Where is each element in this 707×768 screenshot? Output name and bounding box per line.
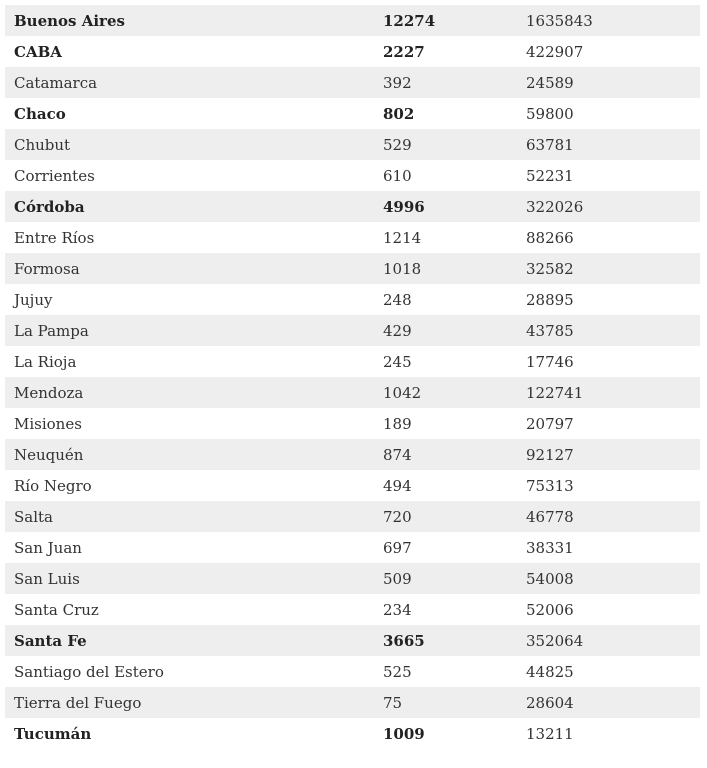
province-table [5,5,700,749]
deaths-cell: 248 [383,290,412,309]
province-name-cell: La Rioja [14,352,77,371]
cases-cell: 13211 [526,724,574,743]
table-row [5,687,700,718]
province-name-cell: Catamarca [14,73,98,92]
deaths-cell: 610 [383,166,412,185]
table-row [5,470,700,501]
deaths-cell: 75 [383,693,403,712]
deaths-cell: 3665 [383,631,425,650]
cases-cell: 28604 [526,693,574,712]
province-name-cell: Santiago del Estero [14,662,164,681]
province-name-cell: San Luis [14,569,80,588]
table-row [5,191,700,222]
cases-cell: 24589 [526,73,574,92]
deaths-cell: 234 [383,600,412,619]
cases-cell: 46778 [526,507,574,526]
deaths-cell: 4996 [383,197,425,216]
deaths-cell: 189 [383,414,412,433]
cases-cell: 122741 [526,383,584,402]
deaths-cell: 874 [383,445,412,464]
province-name-cell: Neuquén [14,445,84,464]
cases-cell: 1635843 [526,11,593,30]
table-row [5,532,700,563]
province-name-cell: Chaco [14,104,66,123]
table-row [5,563,700,594]
table-row [5,129,700,160]
province-name-cell: Tucumán [14,724,92,743]
cases-cell: 32582 [526,259,574,278]
deaths-cell: 529 [383,135,412,154]
province-name-cell: Río Negro [14,476,92,495]
deaths-cell: 509 [383,569,412,588]
cases-cell: 28895 [526,290,574,309]
deaths-cell: 720 [383,507,412,526]
deaths-cell: 429 [383,321,412,340]
table-row [5,377,700,408]
province-name-cell: Formosa [14,259,80,278]
table-row [5,67,700,98]
table-row [5,439,700,470]
province-name-cell: Tierra del Fuego [14,693,142,712]
deaths-cell: 1009 [383,724,425,743]
deaths-cell: 525 [383,662,412,681]
table-row [5,253,700,284]
table-row [5,5,700,36]
table-row [5,501,700,532]
cases-cell: 38331 [526,538,574,557]
deaths-cell: 1042 [383,383,422,402]
cases-cell: 20797 [526,414,574,433]
province-name-cell: Salta [14,507,53,526]
table-row [5,284,700,315]
deaths-cell: 245 [383,352,412,371]
deaths-cell: 392 [383,73,412,92]
province-name-cell: Misiones [14,414,82,433]
table-row [5,594,700,625]
province-name-cell: CABA [14,42,62,61]
table-row [5,656,700,687]
table-row [5,718,700,749]
table-row [5,625,700,656]
deaths-cell: 1018 [383,259,422,278]
table-row [5,408,700,439]
deaths-cell: 12274 [383,11,436,30]
deaths-cell: 2227 [383,42,425,61]
province-name-cell: Mendoza [14,383,84,402]
province-name-cell: Santa Cruz [14,600,99,619]
cases-cell: 44825 [526,662,574,681]
table-row [5,36,700,67]
deaths-cell: 1214 [383,228,422,247]
deaths-cell: 697 [383,538,412,557]
table-row [5,222,700,253]
cases-cell: 52231 [526,166,574,185]
cases-cell: 54008 [526,569,574,588]
province-name-cell: San Juan [14,538,82,557]
province-name-cell: Corrientes [14,166,95,185]
table-row [5,315,700,346]
cases-cell: 88266 [526,228,574,247]
province-name-cell: Jujuy [14,290,53,309]
province-name-cell: Entre Ríos [14,228,95,247]
cases-cell: 17746 [526,352,574,371]
cases-cell: 63781 [526,135,574,154]
deaths-cell: 494 [383,476,412,495]
cases-cell: 52006 [526,600,574,619]
table-row [5,98,700,129]
cases-cell: 322026 [526,197,584,216]
deaths-cell: 802 [383,104,415,123]
cases-cell: 59800 [526,104,574,123]
province-name-cell: Chubut [14,135,71,154]
cases-cell: 422907 [526,42,584,61]
province-name-cell: Córdoba [14,197,85,216]
cases-cell: 75313 [526,476,574,495]
table-row [5,346,700,377]
cases-cell: 92127 [526,445,574,464]
province-name-cell: La Pampa [14,321,89,340]
province-name-cell: Santa Fe [14,631,87,650]
cases-cell: 43785 [526,321,574,340]
province-name-cell: Buenos Aires [14,11,125,30]
table-row [5,160,700,191]
cases-cell: 352064 [526,631,584,650]
